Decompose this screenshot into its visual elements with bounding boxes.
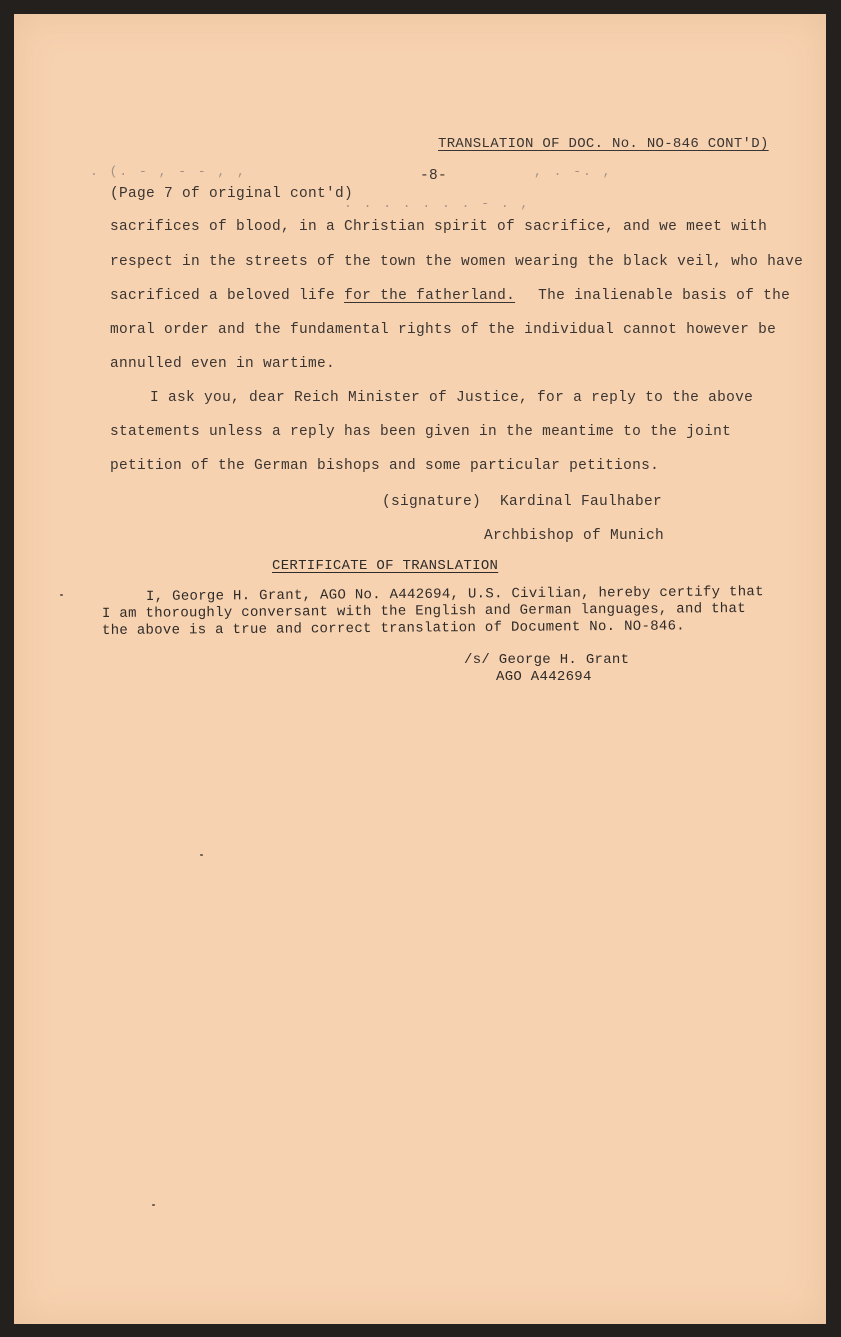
body-line: statements unless a reply has been given in the meantime to the joint (110, 424, 732, 440)
document-title: TRANSLATION OF DOC. No. NO-846 CONT'D) (438, 136, 769, 152)
paper-speck (200, 854, 203, 856)
paper-speck (152, 1204, 155, 1206)
body-line: annulled even in wartime. (110, 356, 336, 372)
page-number: -8- (420, 168, 448, 184)
paper-speck (60, 594, 63, 596)
certificate-line: the above is a true and correct translation of Document No. NO-846. (101, 618, 686, 639)
document-page (14, 14, 826, 1324)
body-line: I ask you, dear Reich Minister of Justice, for a reply to the above (150, 390, 754, 406)
signatory-name: Kardinal Faulhaber (500, 494, 663, 510)
body-text: sacrificed a beloved life (110, 288, 336, 304)
body-line: moral order and the fundamental rights of the individual cannot however be (110, 322, 777, 338)
signature-label: (signature) (382, 494, 482, 510)
body-line: petition of the German bishops and some particular petitions. (110, 458, 660, 474)
certifier-signature: /s/ George H. Grant (464, 652, 630, 668)
body-line: sacrifices of blood, in a Christian spirit of sacrifice, and we meet with (110, 219, 768, 235)
body-text: The inalienable basis of the (538, 288, 791, 304)
certifier-ago-number: AGO A442694 (496, 669, 592, 685)
certificate-line: I am thoroughly conversant with the English and German languages, and that (101, 600, 746, 622)
signature-line (382, 494, 662, 510)
signatory-title: Archbishop of Munich (484, 528, 665, 544)
show-through-text: . (. - , - - , , (90, 164, 247, 179)
body-line: respect in the streets of the town the women wearing the black veil, who have (110, 254, 804, 270)
underlined-phrase: for the fatherland. (344, 288, 516, 304)
certificate-line: I, George H. Grant, AGO No. A442694, U.S. Civilian, hereby certify that (145, 584, 764, 605)
show-through-text: . . . . . . . - . , (344, 196, 531, 211)
body-line (110, 288, 790, 304)
certificate-heading: CERTIFICATE OF TRANSLATION (272, 558, 499, 574)
page-note: (Page 7 of original cont'd) (110, 186, 354, 202)
show-through-text: , . -. , (534, 164, 613, 179)
